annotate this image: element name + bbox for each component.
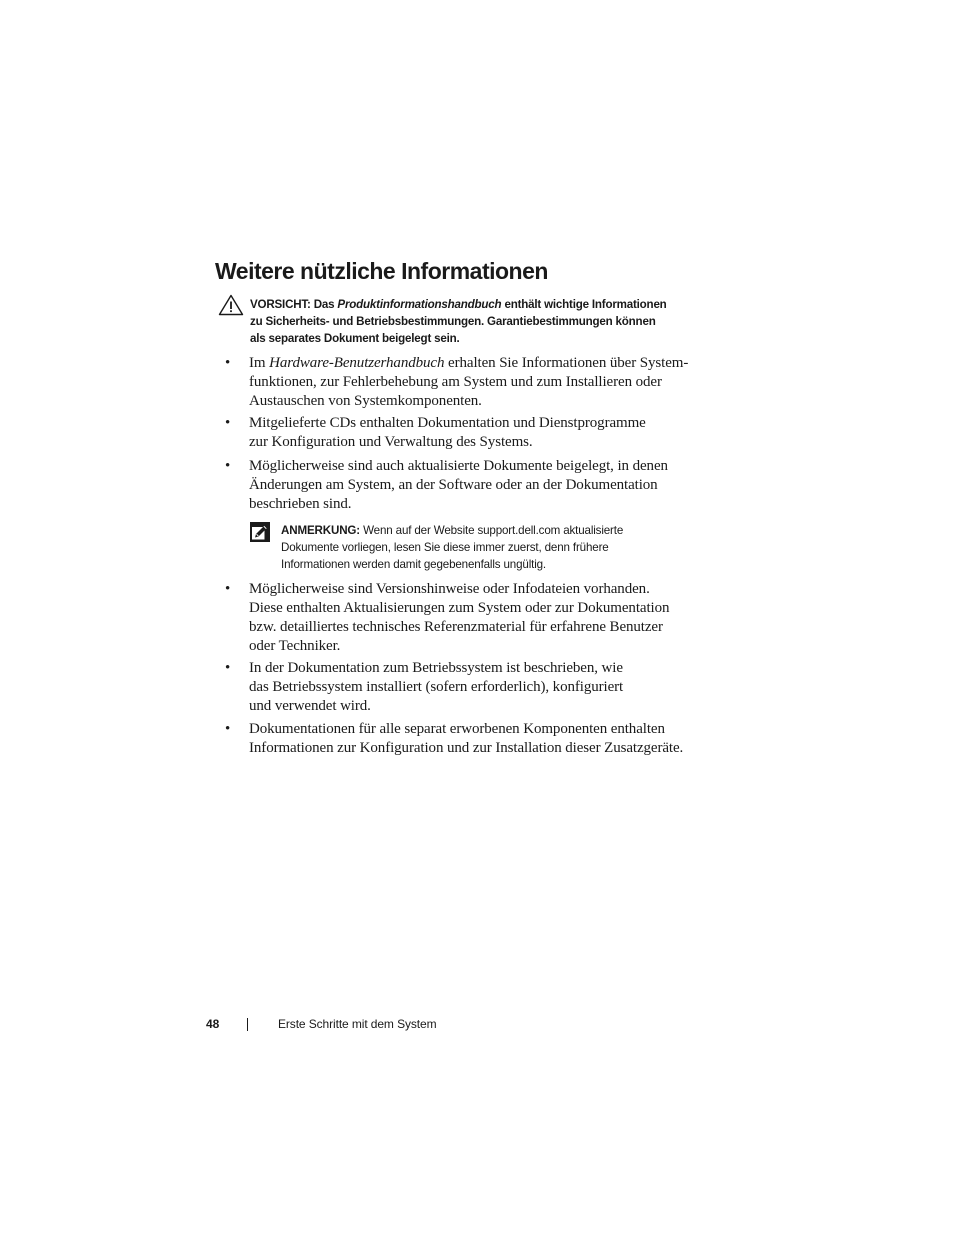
list-item-text (249, 457, 729, 514)
doc-title-hardware: Hardware-Benutzerhandbuch (269, 355, 445, 371)
list-item-text (249, 354, 729, 411)
note-line: ANMERKUNG: Wenn auf der Website support.dell.com aktualisierte (281, 524, 624, 537)
text-line: bzw. detailliertes technisches Referenzmaterial für erfahrene Benutzer (249, 619, 663, 635)
page-number: 48 (206, 1017, 220, 1031)
footer-separator (247, 1018, 248, 1031)
list-item-text (249, 414, 729, 452)
bullet-marker: • (225, 721, 231, 737)
bullet-marker: • (225, 458, 231, 474)
list-item-text (249, 659, 729, 716)
note-notice (281, 522, 731, 573)
text-line: Mitgelieferte CDs enthalten Dokumentation und Dienstprogramme (249, 415, 646, 431)
text-line: Änderungen am System, an der Software oder an der Dokumentation (249, 477, 658, 493)
text-line: funktionen, zur Fehlerbehebung am System und zum Installieren oder (249, 374, 662, 390)
note-line: Informationen werden damit gegebenenfalls ungültig. (281, 558, 546, 571)
list-item-text (249, 720, 729, 758)
text-line: Im Hardware-Benutzerhandbuch erhalten Sie Informationen über System- (249, 355, 689, 371)
note-label: ANMERKUNG: (281, 524, 361, 537)
bullet-marker: • (225, 581, 231, 597)
caution-line: als separates Dokument beigelegt sein. (250, 332, 460, 345)
text-line: Möglicherweise sind Versionshinweise oder Infodateien vorhanden. (249, 581, 650, 597)
caution-triangle-icon (218, 294, 244, 316)
text-line: und verwendet wird. (249, 698, 371, 714)
caution-line: VORSICHT: Das Produktinformationshandbuch enthält wichtige Informationen (250, 298, 667, 311)
note-line: Dokumente vorliegen, lesen Sie diese immer zuerst, denn frühere (281, 541, 609, 554)
page-title: Weitere nützliche Informationen (215, 258, 548, 284)
text-line: Diese enthalten Aktualisierungen zum System oder zur Dokumentation (249, 600, 670, 616)
text-line: beschrieben sind. (249, 496, 352, 512)
text-line: zur Konfiguration und Verwaltung des Systems. (249, 434, 533, 450)
text-line: das Betriebssystem installiert (sofern erforderlich), konfiguriert (249, 679, 624, 695)
bullet-marker: • (225, 415, 231, 431)
list-item-text (249, 580, 729, 656)
note-pencil-icon (250, 522, 270, 542)
text-line: oder Techniker. (249, 638, 341, 654)
footer-title: Erste Schritte mit dem System (278, 1017, 437, 1031)
caution-line: zu Sicherheits- und Betriebsbestimmungen. Garantiebestimmungen können (250, 315, 656, 328)
text-line: In der Dokumentation zum Betriebssystem ist beschrieben, wie (249, 660, 623, 676)
bullet-marker: • (225, 355, 231, 371)
text-line: Dokumentationen für alle separat erworbenen Komponenten enthalten (249, 721, 665, 737)
caution-notice (250, 296, 720, 347)
text-line: Möglicherweise sind auch aktualisierte Dokumente beigelegt, in denen (249, 458, 668, 474)
caution-doc-title: Produktinformationshandbuch (337, 298, 502, 311)
text-line: Informationen zur Konfiguration und zur Installation dieser Zusatzgeräte. (249, 740, 684, 756)
support-link[interactable]: support.dell.com (477, 524, 561, 537)
text-line: Austauschen von Systemkomponenten. (249, 393, 482, 409)
bullet-marker: • (225, 660, 231, 676)
caution-label: VORSICHT: (250, 298, 311, 311)
